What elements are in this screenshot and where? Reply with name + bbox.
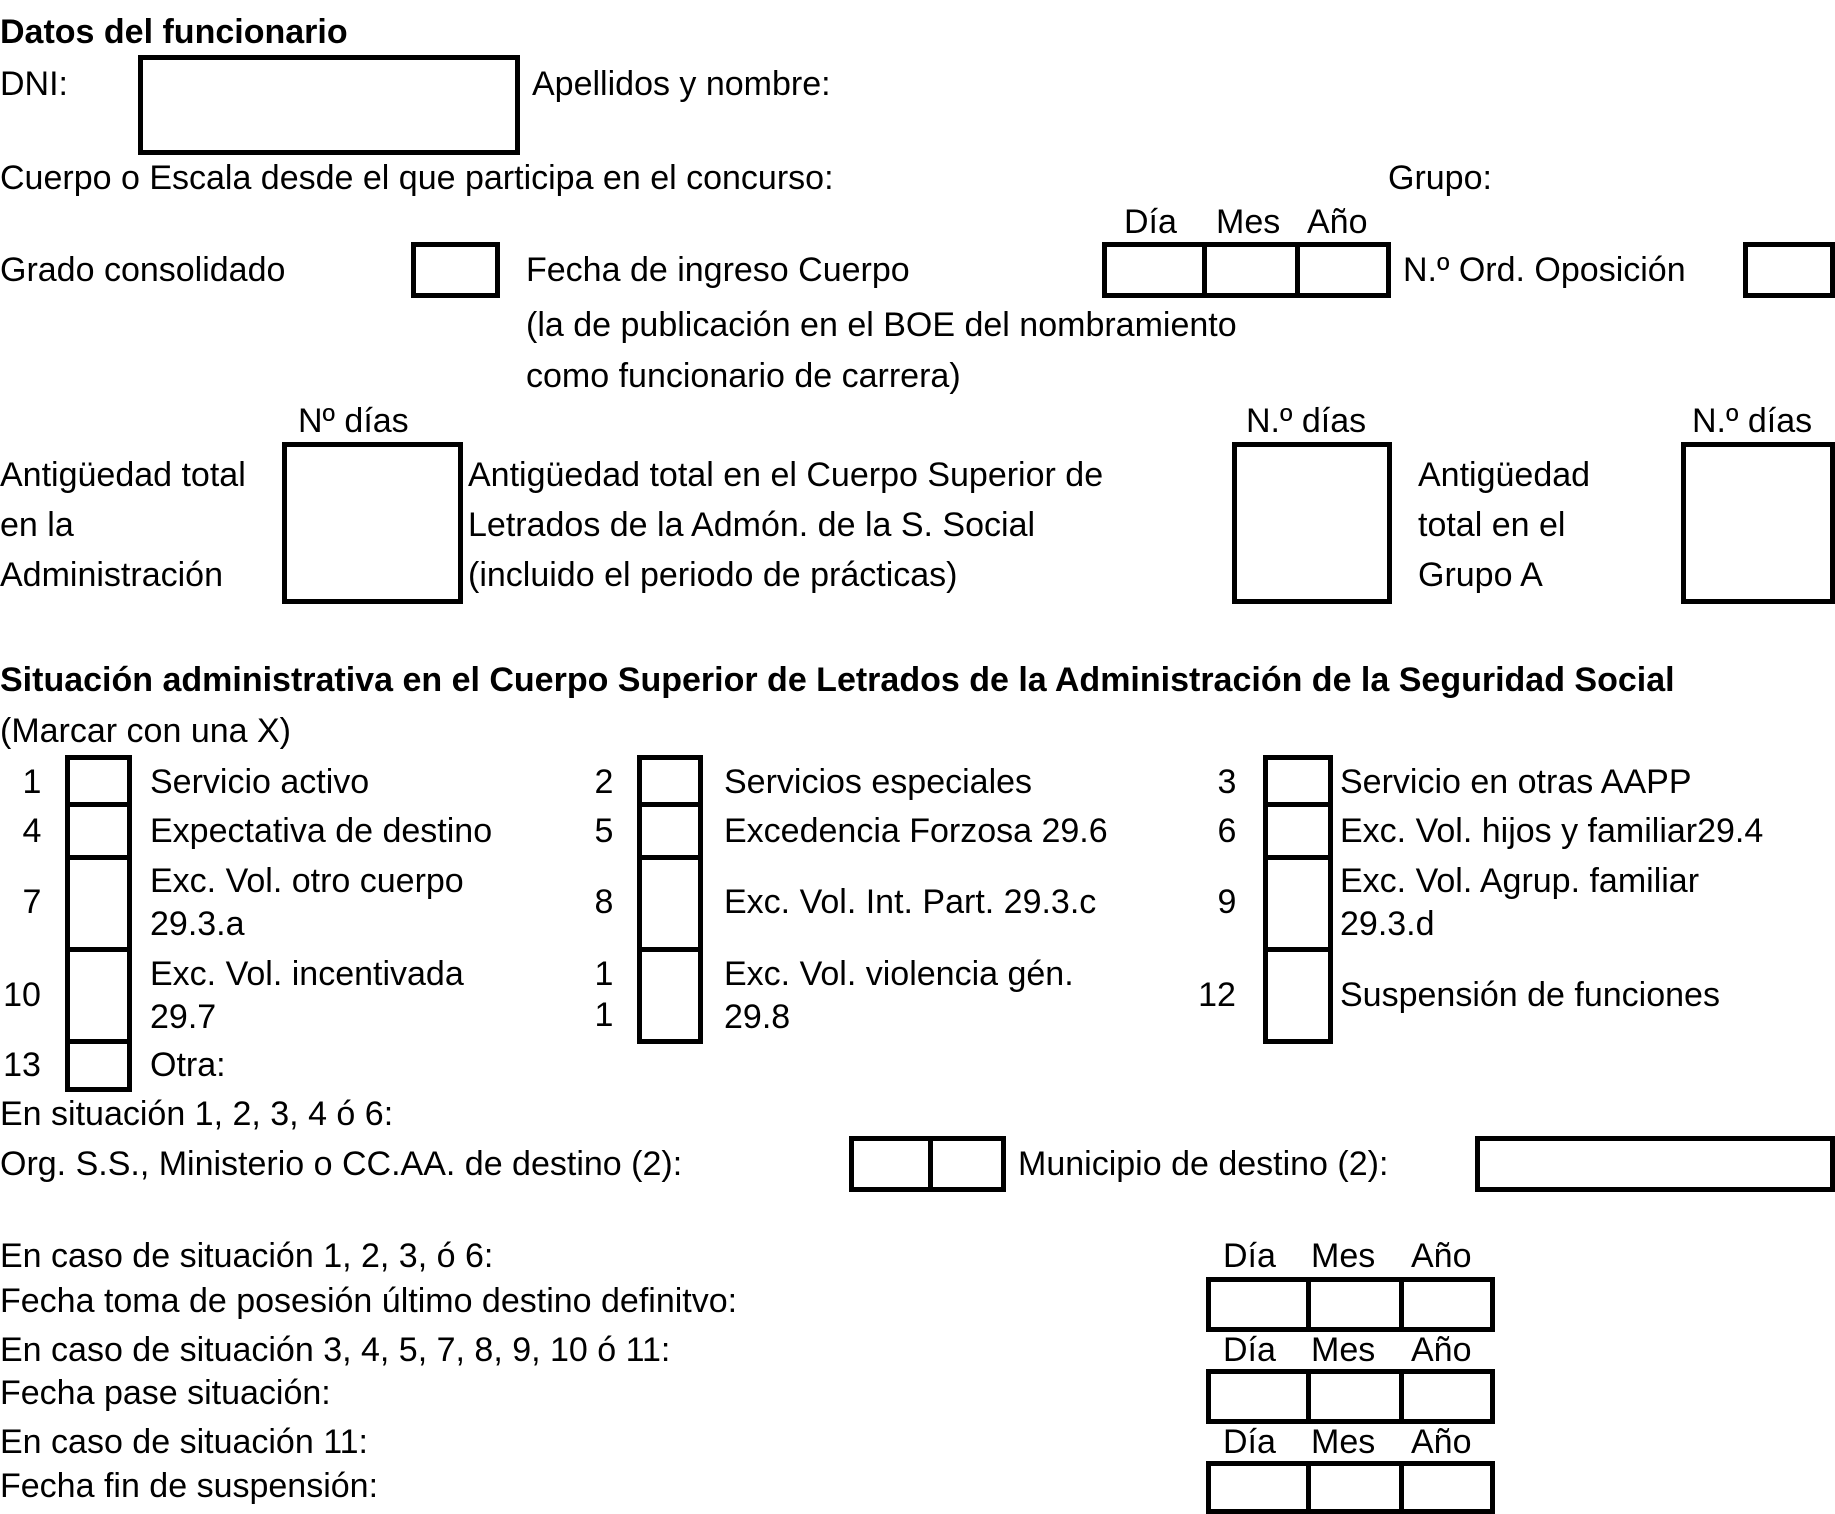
date-header-anio: Año	[1411, 1237, 1472, 1275]
option-num: 2	[594, 763, 614, 801]
dias-header-3: N.º días	[1692, 402, 1813, 440]
antig-admin-line-2: en la	[0, 506, 74, 544]
checkbox-situacion-12[interactable]	[1263, 947, 1333, 1044]
grado-field[interactable]	[411, 242, 500, 298]
municipio-destino-field[interactable]	[1475, 1136, 1835, 1192]
checkbox-situacion-13[interactable]	[65, 1039, 132, 1092]
date-header-dia: Día	[1223, 1423, 1276, 1461]
option-label: Expectativa de destino	[150, 812, 493, 850]
date-header-anio: Año	[1307, 203, 1368, 241]
checkbox-situacion-4[interactable]	[65, 802, 132, 860]
section-title-situacion: Situación administrativa en el Cuerpo Superior de Letrados de la Administración de la Seguridad Social	[0, 661, 1675, 699]
antig-grupo-line-3: Grupo A	[1418, 556, 1543, 594]
checkbox-situacion-3[interactable]	[1263, 755, 1333, 807]
fecha-ingreso-note-1: (la de publicación en el BOE del nombramiento	[526, 306, 1237, 344]
date-header-dia: Día	[1124, 203, 1177, 241]
fecha-ingreso-field[interactable]	[1102, 242, 1391, 298]
org-destino-field[interactable]	[849, 1136, 1006, 1192]
option-label: Servicios especiales	[724, 763, 1033, 801]
fecha-ingreso-label: Fecha de ingreso Cuerpo	[526, 251, 910, 289]
antig-grupo-field[interactable]	[1681, 442, 1835, 604]
option-label: Otra:	[150, 1046, 226, 1084]
option-label: Exc. Vol. hijos y familiar29.4	[1340, 812, 1764, 850]
option-num: 5	[594, 812, 614, 850]
date-header-anio: Año	[1411, 1423, 1472, 1461]
date-header-mes: Mes	[1311, 1423, 1376, 1461]
orden-oposicion-label: N.º Ord. Oposición	[1403, 251, 1686, 289]
date-header-mes: Mes	[1311, 1237, 1376, 1275]
option-num: 1	[594, 955, 614, 993]
fecha-pase-field[interactable]	[1206, 1369, 1495, 1424]
grupo-label: Grupo:	[1388, 159, 1492, 197]
orden-oposicion-field[interactable]	[1743, 242, 1835, 298]
option-num: 1	[22, 763, 42, 801]
option-label: Exc. Vol. Agrup. familiar	[1340, 862, 1700, 900]
date-header-mes: Mes	[1311, 1331, 1376, 1369]
date-header-dia: Día	[1223, 1331, 1276, 1369]
org-destino-label: Org. S.S., Ministerio o CC.AA. de destino (2):	[0, 1145, 683, 1183]
checkbox-situacion-11[interactable]	[637, 947, 703, 1044]
antig-grupo-line-2: total en el	[1418, 506, 1566, 544]
option-num: 9	[1217, 883, 1237, 921]
option-num: 4	[22, 812, 42, 850]
option-label: Exc. Vol. incentivada	[150, 955, 464, 993]
antig-admin-line-3: Administración	[0, 556, 223, 594]
option-num: 6	[1217, 812, 1237, 850]
caso-situacion-a: En caso de situación 1, 2, 3, ó 6:	[0, 1237, 494, 1275]
option-label: 29.3.d	[1340, 905, 1435, 943]
caso-situacion-c: En caso de situación 11:	[0, 1423, 368, 1461]
option-label: Exc. Vol. violencia gén.	[724, 955, 1074, 993]
fecha-toma-field[interactable]	[1206, 1277, 1495, 1332]
name-label: Apellidos y nombre:	[532, 65, 831, 103]
date-header-anio: Año	[1411, 1331, 1472, 1369]
option-label: 29.7	[150, 998, 217, 1036]
checkbox-situacion-1[interactable]	[65, 755, 132, 807]
antig-cuerpo-field[interactable]	[1232, 442, 1392, 604]
dni-field[interactable]	[138, 55, 520, 155]
option-label: 29.3.a	[150, 905, 245, 943]
situacion-1-6-label: En situación 1, 2, 3, 4 ó 6:	[0, 1095, 394, 1133]
option-label: Exc. Vol. Int. Part. 29.3.c	[724, 883, 1097, 921]
antig-cuerpo-line-1: Antigüedad total en el Cuerpo Superior de	[468, 456, 1104, 494]
section-title-datos: Datos del funcionario	[0, 13, 348, 51]
caso-situacion-b: En caso de situación 3, 4, 5, 7, 8, 9, 10 ó 11:	[0, 1331, 671, 1369]
date-header-dia: Día	[1223, 1237, 1276, 1275]
antig-grupo-line-1: Antigüedad	[1418, 456, 1591, 494]
checkbox-situacion-7[interactable]	[65, 855, 132, 952]
antig-admin-line-1: Antigüedad total	[0, 456, 246, 494]
checkbox-situacion-8[interactable]	[637, 855, 703, 952]
option-label: Excedencia Forzosa 29.6	[724, 812, 1108, 850]
fecha-toma-label: Fecha toma de posesión último destino definitvo:	[0, 1282, 738, 1320]
cuerpo-label: Cuerpo o Escala desde el que participa en el concurso:	[0, 159, 834, 197]
checkbox-situacion-10[interactable]	[65, 947, 132, 1044]
option-num: 10	[3, 976, 41, 1014]
option-num: 12	[1198, 976, 1236, 1014]
dias-header-2: N.º días	[1246, 402, 1367, 440]
option-num: 3	[1217, 763, 1237, 801]
checkbox-situacion-6[interactable]	[1263, 802, 1333, 860]
dni-label: DNI:	[0, 65, 68, 103]
antig-admin-field[interactable]	[282, 442, 463, 604]
municipio-destino-label: Municipio de destino (2):	[1018, 1145, 1389, 1183]
dias-header-1: Nº días	[298, 402, 409, 440]
option-num: 7	[22, 883, 42, 921]
option-label: Exc. Vol. otro cuerpo	[150, 862, 464, 900]
option-label: Servicio activo	[150, 763, 370, 801]
date-header-mes: Mes	[1216, 203, 1281, 241]
fecha-fin-label: Fecha fin de suspensión:	[0, 1467, 379, 1505]
option-label: 29.8	[724, 998, 791, 1036]
marcar-instruction: (Marcar con una X)	[0, 712, 291, 750]
checkbox-situacion-5[interactable]	[637, 802, 703, 860]
checkbox-situacion-9[interactable]	[1263, 855, 1333, 952]
option-num: 13	[3, 1046, 41, 1084]
fecha-ingreso-note-2: como funcionario de carrera)	[526, 357, 961, 395]
fecha-fin-field[interactable]	[1206, 1461, 1495, 1514]
antig-cuerpo-line-3: (incluido el periodo de prácticas)	[468, 556, 958, 594]
option-num: 8	[594, 883, 614, 921]
option-label: Servicio en otras AAPP	[1340, 763, 1692, 801]
option-num: 1	[594, 996, 614, 1034]
option-label: Suspensión de funciones	[1340, 976, 1720, 1014]
fecha-pase-label: Fecha pase situación:	[0, 1374, 331, 1412]
grado-label: Grado consolidado	[0, 251, 286, 289]
checkbox-situacion-2[interactable]	[637, 755, 703, 807]
antig-cuerpo-line-2: Letrados de la Admón. de la S. Social	[468, 506, 1036, 544]
